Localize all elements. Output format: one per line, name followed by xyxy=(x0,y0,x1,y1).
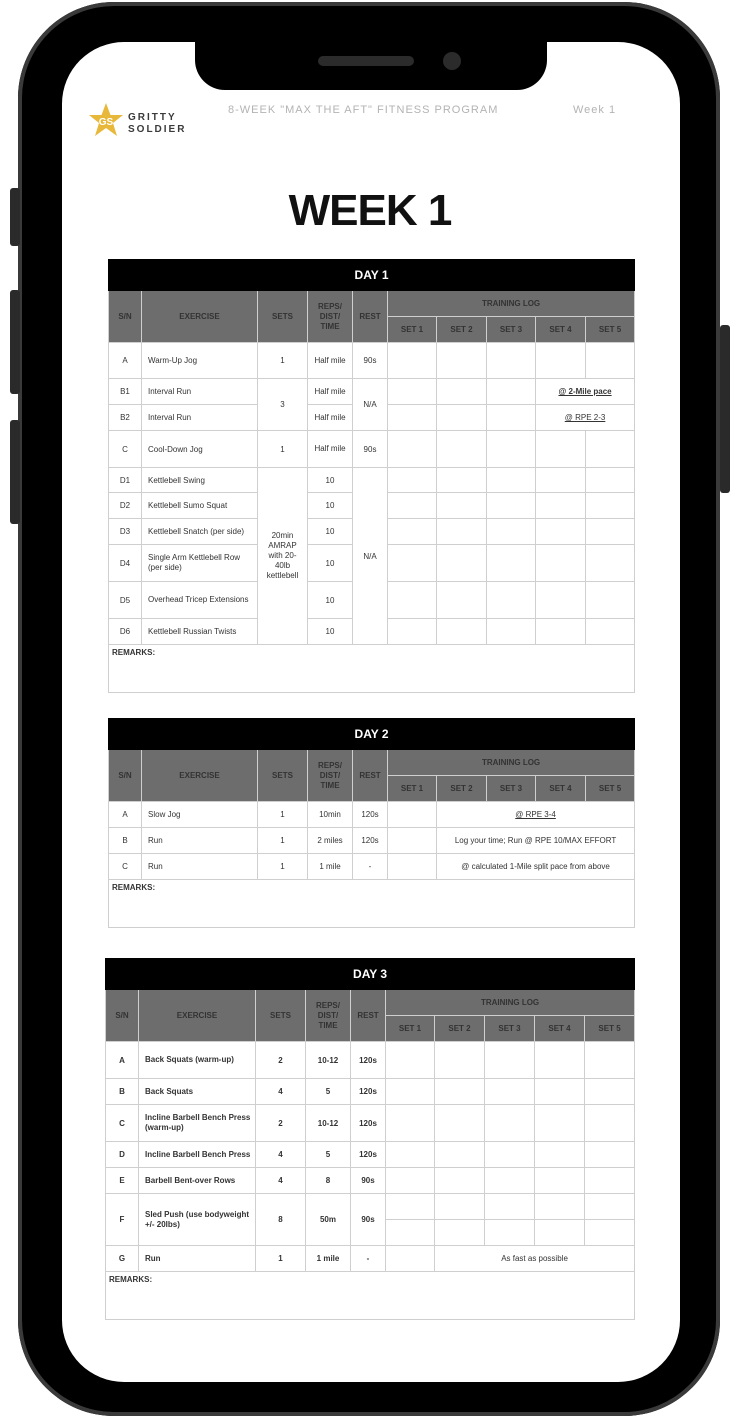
table-row xyxy=(109,343,635,379)
cell-sn: A xyxy=(109,343,142,379)
cell-sn: B xyxy=(109,828,142,854)
log-cell[interactable] xyxy=(485,1194,535,1220)
front-camera xyxy=(443,52,461,70)
day3-title: DAY 3 xyxy=(106,959,635,990)
cell-exercise: Run xyxy=(142,828,258,854)
cell-rest: - xyxy=(353,854,388,880)
cell-reps: 2 miles xyxy=(308,828,353,854)
col-rest: REST xyxy=(353,750,388,802)
cell-exercise: Kettlebell Sumo Squat xyxy=(142,493,258,519)
log-cell[interactable] xyxy=(437,493,487,519)
col-set-4: SET 4 xyxy=(536,317,586,343)
cell-exercise: Run xyxy=(142,854,258,880)
cell-reps: 10 xyxy=(308,545,353,582)
cell-reps: 10 xyxy=(308,519,353,545)
cell-sets: 2 xyxy=(256,1105,306,1142)
day2-table xyxy=(108,718,635,928)
cell-exercise: Cool-Down Jog xyxy=(142,431,258,468)
cell-reps: 10min xyxy=(308,802,353,828)
table-row xyxy=(106,1105,635,1142)
log-cell[interactable] xyxy=(386,1246,435,1272)
table-row xyxy=(109,468,635,493)
log-cell[interactable] xyxy=(437,582,487,619)
col-set-1: SET 1 xyxy=(386,1016,435,1042)
col-set-1: SET 1 xyxy=(388,776,437,802)
remarks-field[interactable]: REMARKS: xyxy=(106,1272,635,1320)
log-cell[interactable] xyxy=(485,1105,535,1142)
brand-name-line1: GRITTY xyxy=(128,112,177,123)
cell-reps: 10-12 xyxy=(306,1042,351,1079)
cell-exercise: Warm-Up Jog xyxy=(142,343,258,379)
log-cell[interactable] xyxy=(487,545,536,582)
cell-rest: 90s xyxy=(353,343,388,379)
log-cell[interactable] xyxy=(536,493,586,519)
cell-reps: Half mile xyxy=(308,431,353,468)
program-title: 8-WEEK "MAX THE AFT" FITNESS PROGRAM xyxy=(228,104,499,116)
log-cell[interactable] xyxy=(388,802,437,828)
log-cell[interactable] xyxy=(585,1142,635,1168)
log-cell[interactable] xyxy=(586,519,635,545)
log-cell[interactable] xyxy=(437,379,487,405)
col-rest: REST xyxy=(353,291,388,343)
table-row xyxy=(106,1168,635,1194)
cell-reps: 1 mile xyxy=(308,854,353,880)
log-cell[interactable] xyxy=(437,619,487,645)
log-note: Log your time; Run @ RPE 10/MAX EFFORT xyxy=(437,828,635,854)
log-cell[interactable] xyxy=(388,379,437,405)
log-cell[interactable] xyxy=(585,1105,635,1142)
col-set-1: SET 1 xyxy=(388,317,437,343)
col-set-2: SET 2 xyxy=(437,317,487,343)
cell-exercise: Kettlebell Russian Twists xyxy=(142,619,258,645)
cell-exercise: Kettlebell Snatch (per side) xyxy=(142,519,258,545)
log-cell[interactable] xyxy=(485,1168,535,1194)
log-cell[interactable] xyxy=(435,1079,485,1105)
cell-reps: 50m xyxy=(306,1194,351,1246)
log-cell[interactable] xyxy=(586,582,635,619)
day3-table xyxy=(105,958,635,1320)
cell-reps: Half mile xyxy=(308,405,353,431)
cell-sets: 1 xyxy=(258,431,308,468)
log-cell[interactable] xyxy=(487,405,536,431)
log-cell[interactable] xyxy=(536,619,586,645)
cell-rest: N/A xyxy=(353,379,388,431)
cell-sn: G xyxy=(106,1246,139,1272)
cell-reps: 10 xyxy=(308,582,353,619)
log-cell[interactable] xyxy=(388,619,437,645)
log-cell[interactable] xyxy=(487,582,536,619)
col-training-log: TRAINING LOG xyxy=(388,750,635,776)
log-cell[interactable] xyxy=(388,828,437,854)
log-cell[interactable] xyxy=(435,1142,485,1168)
page-title: WEEK 1 xyxy=(288,186,452,235)
log-cell[interactable] xyxy=(585,1220,635,1246)
col-sets: SETS xyxy=(258,750,308,802)
col-exercise: EXERCISE xyxy=(142,291,258,343)
log-cell[interactable] xyxy=(485,1042,535,1079)
day2-title: DAY 2 xyxy=(109,719,635,750)
col-sn: S/N xyxy=(109,750,142,802)
table-row xyxy=(109,431,635,468)
col-set-4: SET 4 xyxy=(536,776,586,802)
svg-text:GS: GS xyxy=(98,117,114,128)
col-sn: S/N xyxy=(106,990,139,1042)
log-cell[interactable] xyxy=(435,1042,485,1079)
cell-exercise: Incline Barbell Bench Press xyxy=(139,1142,256,1168)
cell-exercise: Kettlebell Swing xyxy=(142,468,258,493)
log-cell[interactable] xyxy=(536,545,586,582)
cell-sets: 4 xyxy=(256,1142,306,1168)
cell-rest: 120s xyxy=(353,802,388,828)
cell-sn: E xyxy=(106,1168,139,1194)
log-cell[interactable] xyxy=(437,405,487,431)
log-cell[interactable] xyxy=(386,1220,435,1246)
log-cell[interactable] xyxy=(535,1105,585,1142)
log-cell[interactable] xyxy=(435,1220,485,1246)
cell-exercise: Slow Jog xyxy=(142,802,258,828)
table-row xyxy=(109,828,635,854)
log-cell[interactable] xyxy=(535,1168,585,1194)
log-cell[interactable] xyxy=(535,1079,585,1105)
col-set-3: SET 3 xyxy=(487,776,536,802)
cell-sn: A xyxy=(109,802,142,828)
log-cell[interactable] xyxy=(487,343,536,379)
cell-sn: D1 xyxy=(109,468,142,493)
log-note: @ 2-Mile pace xyxy=(536,379,635,405)
cell-rest: 90s xyxy=(351,1194,386,1246)
log-cell[interactable] xyxy=(388,468,437,493)
cell-sn: C xyxy=(109,431,142,468)
log-cell[interactable] xyxy=(388,545,437,582)
log-cell[interactable] xyxy=(386,1079,435,1105)
cell-rest: 120s xyxy=(351,1042,386,1079)
cell-exercise: Run xyxy=(139,1246,256,1272)
log-cell[interactable] xyxy=(585,1079,635,1105)
cell-sets: 1 xyxy=(258,854,308,880)
cell-sn: C xyxy=(106,1105,139,1142)
log-cell[interactable] xyxy=(586,545,635,582)
log-cell[interactable] xyxy=(586,343,635,379)
log-cell[interactable] xyxy=(586,431,635,468)
cell-rest: 120s xyxy=(353,828,388,854)
remarks-field[interactable]: REMARKS: xyxy=(109,645,635,693)
remarks-field[interactable]: REMARKS: xyxy=(109,880,635,928)
log-cell[interactable] xyxy=(535,1142,585,1168)
cell-sets: 20min AMRAP with 20- 40lb kettlebell xyxy=(258,468,308,645)
log-cell[interactable] xyxy=(388,343,437,379)
day1-title: DAY 1 xyxy=(109,260,635,291)
cell-sn: D4 xyxy=(109,545,142,582)
volume-up-button xyxy=(10,290,20,394)
cell-reps: 8 xyxy=(306,1168,351,1194)
cell-reps: 10-12 xyxy=(306,1105,351,1142)
brand-name-line2: SOLDIER xyxy=(128,124,187,135)
table-row xyxy=(106,1142,635,1168)
log-cell[interactable] xyxy=(487,619,536,645)
col-reps: REPS/ DIST/ TIME xyxy=(308,291,353,343)
cell-sets: 1 xyxy=(258,802,308,828)
col-exercise: EXERCISE xyxy=(142,750,258,802)
cell-sets: 4 xyxy=(256,1079,306,1105)
log-cell[interactable] xyxy=(386,1105,435,1142)
cell-sn: D6 xyxy=(109,619,142,645)
cell-sets: 2 xyxy=(256,1042,306,1079)
cell-exercise: Sled Push (use bodyweight +/- 20lbs) xyxy=(139,1194,256,1246)
log-cell[interactable] xyxy=(485,1220,535,1246)
log-cell[interactable] xyxy=(586,619,635,645)
col-set-2: SET 2 xyxy=(437,776,487,802)
cell-rest: N/A xyxy=(353,468,388,645)
cell-rest: 90s xyxy=(351,1168,386,1194)
log-cell[interactable] xyxy=(388,405,437,431)
log-cell[interactable] xyxy=(437,431,487,468)
log-cell[interactable] xyxy=(536,343,586,379)
log-cell[interactable] xyxy=(586,468,635,493)
log-cell[interactable] xyxy=(536,431,586,468)
table-row xyxy=(106,1246,635,1272)
cell-reps: 5 xyxy=(306,1079,351,1105)
cell-sets: 3 xyxy=(258,379,308,431)
log-cell[interactable] xyxy=(585,1168,635,1194)
log-cell[interactable] xyxy=(487,519,536,545)
speaker-grille xyxy=(318,56,414,66)
cell-sn: D3 xyxy=(109,519,142,545)
cell-exercise: Interval Run xyxy=(142,405,258,431)
log-cell[interactable] xyxy=(388,493,437,519)
cell-sn: D2 xyxy=(109,493,142,519)
log-cell[interactable] xyxy=(535,1220,585,1246)
cell-sets: 1 xyxy=(256,1246,306,1272)
log-cell[interactable] xyxy=(437,519,487,545)
cell-sn: D5 xyxy=(109,582,142,619)
log-cell[interactable] xyxy=(386,1042,435,1079)
table-row xyxy=(109,379,635,405)
col-sets: SETS xyxy=(256,990,306,1042)
log-cell[interactable] xyxy=(536,519,586,545)
notch xyxy=(195,42,547,90)
col-sets: SETS xyxy=(258,291,308,343)
col-set-5: SET 5 xyxy=(585,1016,635,1042)
cell-reps: 1 mile xyxy=(306,1246,351,1272)
cell-reps: Half mile xyxy=(308,343,353,379)
log-cell[interactable] xyxy=(485,1142,535,1168)
cell-rest: 120s xyxy=(351,1105,386,1142)
col-rest: REST xyxy=(351,990,386,1042)
volume-down-button xyxy=(10,420,20,524)
cell-sets: 8 xyxy=(256,1194,306,1246)
log-note: @ RPE 3-4 xyxy=(437,802,635,828)
log-cell[interactable] xyxy=(437,545,487,582)
cell-rest: 120s xyxy=(351,1142,386,1168)
cell-exercise: Interval Run xyxy=(142,379,258,405)
log-cell[interactable] xyxy=(535,1042,585,1079)
log-cell[interactable] xyxy=(437,343,487,379)
col-set-3: SET 3 xyxy=(485,1016,535,1042)
log-cell[interactable] xyxy=(386,1168,435,1194)
log-cell[interactable] xyxy=(386,1142,435,1168)
log-cell[interactable] xyxy=(388,854,437,880)
log-cell[interactable] xyxy=(536,582,586,619)
log-cell[interactable] xyxy=(388,431,437,468)
cell-sn: B xyxy=(106,1079,139,1105)
cell-exercise: Barbell Bent-over Rows xyxy=(139,1168,256,1194)
power-button xyxy=(720,325,730,493)
log-cell[interactable] xyxy=(487,493,536,519)
table-row xyxy=(109,802,635,828)
header-week-label: Week 1 xyxy=(573,104,617,116)
log-note: @ calculated 1-Mile split pace from above xyxy=(437,854,635,880)
log-cell[interactable] xyxy=(487,431,536,468)
cell-sn: F xyxy=(106,1194,139,1246)
table-row xyxy=(106,1042,635,1079)
table-row xyxy=(106,1079,635,1105)
col-training-log: TRAINING LOG xyxy=(388,291,635,317)
log-cell[interactable] xyxy=(485,1079,535,1105)
col-reps: REPS/ DIST/ TIME xyxy=(306,990,351,1042)
col-set-3: SET 3 xyxy=(487,317,536,343)
cell-exercise: Incline Barbell Bench Press (warm-up) xyxy=(139,1105,256,1142)
cell-exercise: Back Squats (warm-up) xyxy=(139,1042,256,1079)
cell-reps: 10 xyxy=(308,619,353,645)
log-note: As fast as possible xyxy=(435,1246,635,1272)
col-reps: REPS/ DIST/ TIME xyxy=(308,750,353,802)
cell-exercise: Back Squats xyxy=(139,1079,256,1105)
log-note: @ RPE 2-3 xyxy=(536,405,635,431)
log-cell[interactable] xyxy=(437,468,487,493)
table-row xyxy=(109,854,635,880)
log-cell[interactable] xyxy=(435,1194,485,1220)
table-row xyxy=(106,1194,635,1220)
cell-reps: 10 xyxy=(308,493,353,519)
log-cell[interactable] xyxy=(435,1168,485,1194)
cell-sets: 1 xyxy=(258,828,308,854)
col-set-5: SET 5 xyxy=(586,776,635,802)
col-sn: S/N xyxy=(109,291,142,343)
cell-sn: B1 xyxy=(109,379,142,405)
col-set-4: SET 4 xyxy=(535,1016,585,1042)
cell-sn: D xyxy=(106,1142,139,1168)
cell-sn: B2 xyxy=(109,405,142,431)
cell-exercise: Overhead Tricep Extensions xyxy=(142,582,258,619)
log-cell[interactable] xyxy=(386,1194,435,1220)
cell-reps: 10 xyxy=(308,468,353,493)
brand-name xyxy=(128,112,186,136)
col-exercise: EXERCISE xyxy=(139,990,256,1042)
log-cell[interactable] xyxy=(435,1105,485,1142)
cell-sn: C xyxy=(109,854,142,880)
cell-rest: 120s xyxy=(351,1079,386,1105)
log-cell[interactable] xyxy=(535,1194,585,1220)
log-cell[interactable] xyxy=(586,493,635,519)
cell-reps: 5 xyxy=(306,1142,351,1168)
log-cell[interactable] xyxy=(388,582,437,619)
log-cell[interactable] xyxy=(487,379,536,405)
col-training-log: TRAINING LOG xyxy=(386,990,635,1016)
day1-table xyxy=(108,259,635,693)
log-cell[interactable] xyxy=(388,519,437,545)
col-set-2: SET 2 xyxy=(435,1016,485,1042)
cell-rest: 90s xyxy=(353,431,388,468)
brand-logo xyxy=(86,102,126,138)
cell-exercise: Single Arm Kettlebell Row (per side) xyxy=(142,545,258,582)
cell-sn: A xyxy=(106,1042,139,1079)
cell-rest: - xyxy=(351,1246,386,1272)
log-cell[interactable] xyxy=(585,1194,635,1220)
log-cell[interactable] xyxy=(585,1042,635,1079)
log-cell[interactable] xyxy=(536,468,586,493)
cell-sets: 4 xyxy=(256,1168,306,1194)
col-set-5: SET 5 xyxy=(586,317,635,343)
log-cell[interactable] xyxy=(487,468,536,493)
cell-sets: 1 xyxy=(258,343,308,379)
cell-reps: Half mile xyxy=(308,379,353,405)
